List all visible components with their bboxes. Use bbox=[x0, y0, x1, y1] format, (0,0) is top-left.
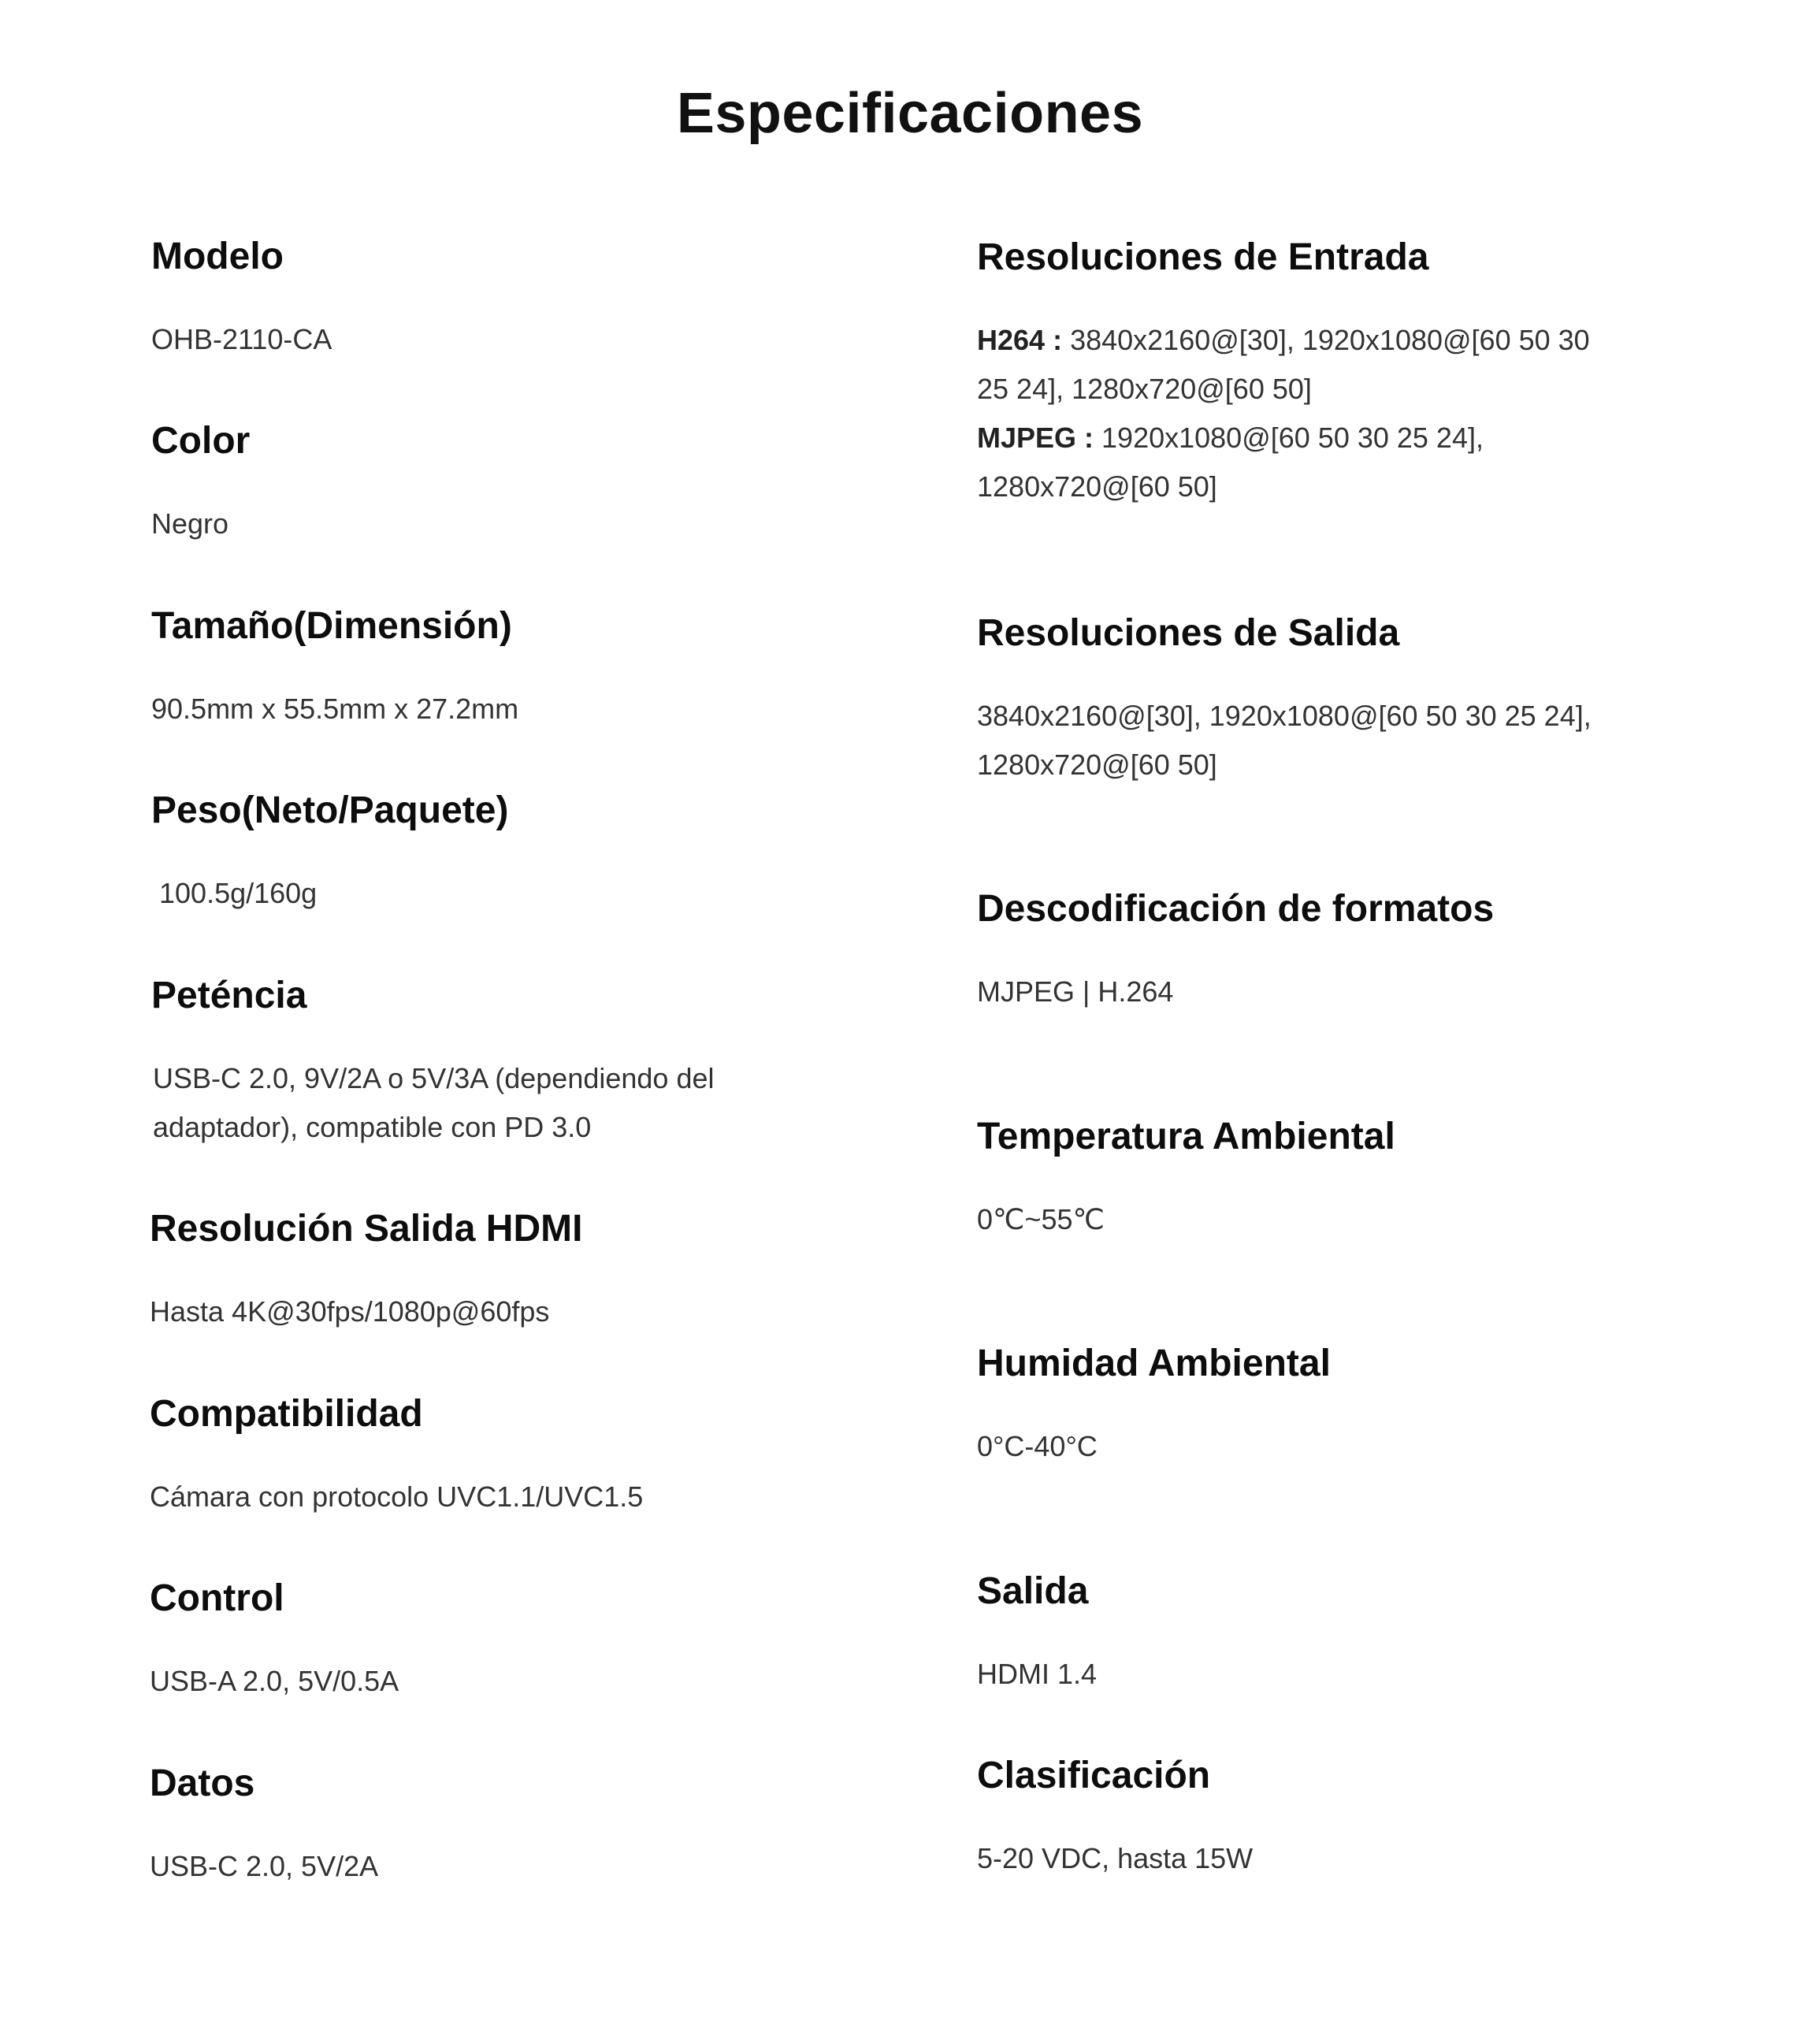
spec-value: 90.5mm x 55.5mm x 27.2mm bbox=[151, 693, 519, 725]
spec-value: USB-A 2.0, 5V/0.5A bbox=[150, 1665, 399, 1697]
page-title: Especificaciones bbox=[676, 82, 1144, 145]
spec-color bbox=[151, 422, 829, 548]
spec-label: Tamaño(Dimensión) bbox=[151, 605, 512, 647]
spec-value: 100.5g/160g bbox=[151, 877, 318, 909]
mjpeg-value: 1920x1080@[60 50 30 25 24], 1280x720@[60 50] bbox=[977, 422, 1484, 503]
h264-key: H264 : bbox=[977, 324, 1063, 356]
spec-descodificacion bbox=[977, 890, 1686, 1016]
spec-datos bbox=[150, 1765, 827, 1891]
spec-control bbox=[150, 1577, 827, 1706]
spec-label: Resoluciones de Entrada bbox=[977, 236, 1429, 278]
spec-label: Descodificación de formatos bbox=[977, 888, 1495, 930]
h264-value: 3840x2160@[30], 1920x1080@[60 50 30 25 24], 1280x720@[60 50] bbox=[977, 324, 1590, 405]
spec-value: 3840x2160@[30], 1920x1080@[60 50 30 25 24], 1280x720@[60 50] bbox=[977, 700, 1592, 781]
spec-tamano bbox=[151, 607, 829, 734]
spec-value: 5-20 VDC, hasta 15W bbox=[977, 1842, 1254, 1874]
mjpeg-key: MJPEG : bbox=[977, 422, 1094, 454]
spec-label: Temperatura Ambiental bbox=[977, 1116, 1395, 1157]
spec-value bbox=[977, 316, 1623, 511]
spec-label: Salida bbox=[977, 1570, 1089, 1612]
spec-label: Datos bbox=[150, 1763, 255, 1804]
spec-label: Peso(Neto/Paquete) bbox=[151, 789, 509, 831]
spec-resolucion-hdmi bbox=[150, 1210, 827, 1336]
spec-modelo bbox=[151, 238, 829, 364]
spec-potencia bbox=[151, 977, 782, 1152]
spec-label: Control bbox=[150, 1577, 284, 1619]
spec-label: Resoluciones de Salida bbox=[977, 612, 1400, 654]
spec-humedad bbox=[977, 1345, 1686, 1471]
spec-resoluciones-salida bbox=[977, 612, 1623, 789]
spec-label: Color bbox=[151, 420, 251, 462]
spec-value: 0℃~55℃ bbox=[977, 1203, 1105, 1235]
spec-salida bbox=[977, 1570, 1686, 1699]
spec-value: 0°C-40°C bbox=[977, 1430, 1098, 1462]
spec-value: HDMI 1.4 bbox=[977, 1658, 1098, 1690]
spec-value: MJPEG | H.264 bbox=[977, 975, 1174, 1008]
spec-value: OHB-2110-CA bbox=[151, 323, 332, 355]
spec-value: USB-C 2.0, 9V/2A o 5V/3A (dependiendo del adaptador), compatible con PD 3.0 bbox=[153, 1062, 715, 1143]
spec-label: Resolución Salida HDMI bbox=[150, 1208, 583, 1250]
spec-clasificacion bbox=[977, 1757, 1686, 1883]
spec-label: Clasificación bbox=[977, 1755, 1211, 1796]
spec-resoluciones-entrada bbox=[977, 236, 1623, 511]
spec-compatibilidad bbox=[150, 1395, 827, 1521]
spec-peso bbox=[151, 789, 829, 918]
spec-value: Hasta 4K@30fps/1080p@60fps bbox=[150, 1295, 550, 1328]
spec-label: Modelo bbox=[151, 236, 284, 277]
spec-temperatura bbox=[977, 1118, 1686, 1244]
spec-value: Negro bbox=[151, 507, 229, 540]
spec-label: Humidad Ambiental bbox=[977, 1343, 1331, 1384]
spec-value: USB-C 2.0, 5V/2A bbox=[150, 1850, 379, 1882]
spec-label: Peténcia bbox=[151, 975, 307, 1016]
spec-label: Compatibilidad bbox=[150, 1393, 423, 1435]
spec-value: Cámara con protocolo UVC1.1/UVC1.5 bbox=[150, 1480, 644, 1513]
